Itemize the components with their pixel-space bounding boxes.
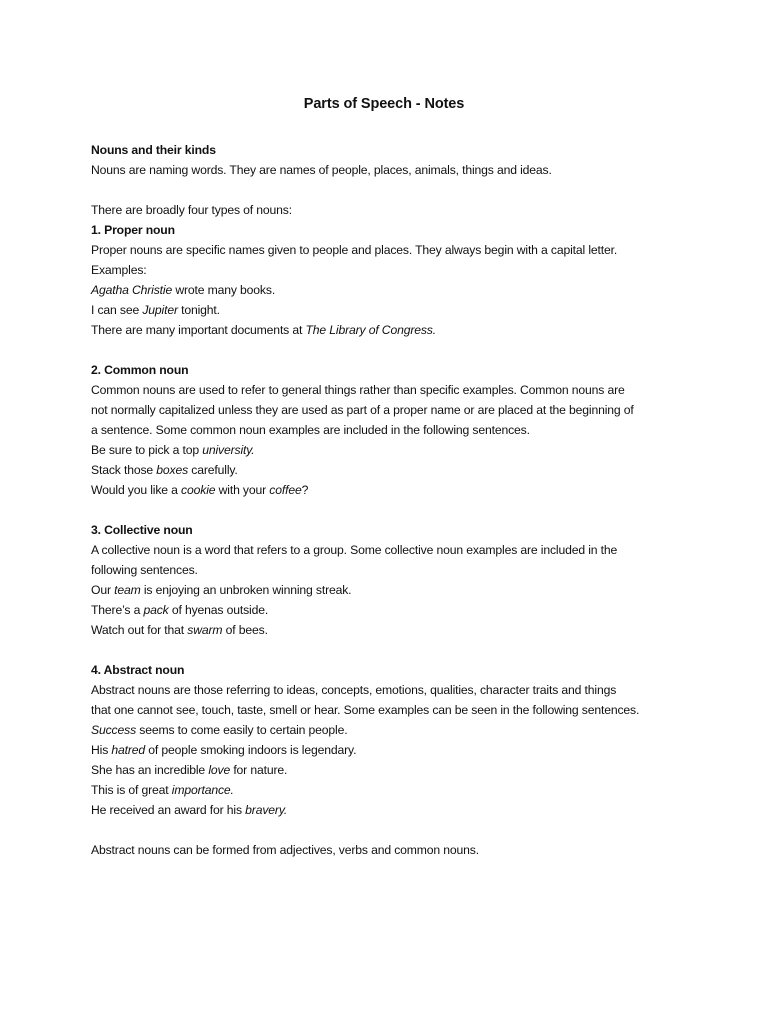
common-noun-definition-line: Common nouns are used to refer to general things rather than specific examples. Common nouns are [91,383,625,397]
common-example-1 [91,440,691,460]
example-noun: Agatha Christie [91,283,173,297]
example-noun: hatred [111,743,146,757]
example-text: of people smoking indoors is legendary. [145,743,357,757]
example-noun: coffee [269,483,302,497]
common-example-2 [91,460,691,480]
spacer [91,180,691,200]
proper-example-3 [91,320,691,340]
example-text: of bees. [222,623,268,637]
example-noun: swarm [187,623,223,637]
example-noun: team [114,583,141,597]
example-noun: boxes [156,463,189,477]
example-text: Stack those [91,463,157,477]
example-text: He received an award for his [91,803,246,817]
example-text: carefully. [188,463,238,477]
example-noun: bravery. [245,803,288,817]
page-title: Parts of Speech - Notes [303,96,465,112]
abstract-example-3 [91,760,691,780]
collective-example-2 [91,600,691,620]
abstract-example-2 [91,740,691,760]
examples-label: Examples: [91,263,147,277]
abstract-noun-definition-line: that one cannot see, touch, taste, smell or hear. Some examples can be seen in the following sentences. [91,703,640,717]
abstract-example-5 [91,800,691,820]
example-text: I can see [91,303,143,317]
spacer [91,640,691,660]
example-noun: The Library of Congress. [305,323,436,337]
example-text: tonight. [177,303,220,317]
example-text: There’s a [91,603,144,617]
spacer [91,500,691,520]
example-text: seems to come easily to certain people. [136,723,348,737]
example-text: of hyenas outside. [168,603,269,617]
abstract-closing-note: Abstract nouns can be formed from adjectives, verbs and common nouns. [91,843,479,857]
collective-noun-definition-line: following sentences. [91,563,198,577]
example-noun: Success [91,723,137,737]
example-noun: Jupiter [142,303,178,317]
common-example-3 [91,480,691,500]
spacer [91,820,691,840]
example-text: for nature. [230,763,288,777]
section-heading-nouns: Nouns and their kinds [91,143,216,157]
example-text: This is of great [91,783,172,797]
nouns-definition: Nouns are naming words. They are names of people, places, animals, things and ideas. [91,163,552,177]
example-text: Would you like a [91,483,182,497]
example-noun: love [208,763,231,777]
section-heading-proper-noun: 1. Proper noun [91,223,175,237]
common-noun-definition-line: a sentence. Some common noun examples are included in the following sentences. [91,423,530,437]
common-noun-definition-line: not normally capitalized unless they are used as part of a proper name or are placed at the beginning of [91,403,634,417]
example-text: His [91,743,112,757]
example-text: is enjoying an unbroken winning streak. [140,583,352,597]
section-heading-common-noun: 2. Common noun [91,363,189,377]
abstract-example-1 [91,720,691,740]
example-noun: pack [143,603,169,617]
collective-noun-definition-line: A collective noun is a word that refers to a group. Some collective noun examples are included in the [91,543,618,557]
example-noun: cookie [181,483,216,497]
example-text: Our [91,583,115,597]
collective-example-3 [91,620,691,640]
example-text: wrote many books. [172,283,276,297]
example-text: ? [301,483,309,497]
example-text: She has an incredible [91,763,209,777]
noun-types-intro: There are broadly four types of nouns: [91,203,292,217]
example-text: Watch out for that [91,623,188,637]
example-text: Be sure to pick a top [91,443,203,457]
example-text: There are many important documents at [91,323,306,337]
section-heading-abstract-noun: 4. Abstract noun [91,663,185,677]
document-body [91,140,691,860]
abstract-example-4 [91,780,691,800]
example-text: with your [215,483,270,497]
proper-example-1 [91,280,691,300]
abstract-noun-definition-line: Abstract nouns are those referring to ideas, concepts, emotions, qualities, character traits and things [91,683,617,697]
example-noun: university. [202,443,255,457]
section-heading-collective-noun: 3. Collective noun [91,523,193,537]
proper-example-2 [91,300,691,320]
example-noun: importance. [171,783,234,797]
collective-example-1 [91,580,691,600]
spacer [91,340,691,360]
proper-noun-definition: Proper nouns are specific names given to people and places. They always begin with a capital letter. [91,243,618,257]
